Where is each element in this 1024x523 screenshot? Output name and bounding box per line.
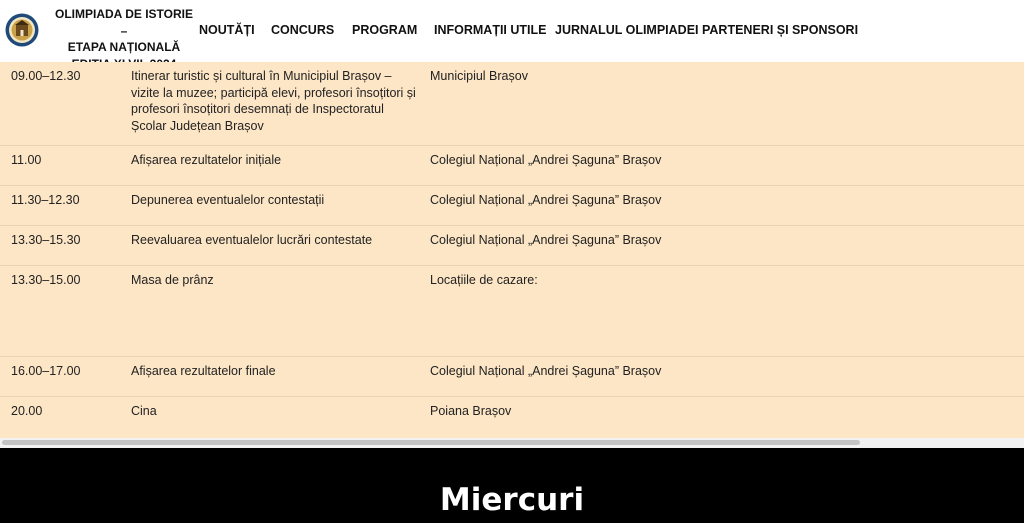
table-row — [0, 186, 1024, 226]
row-location: Poiana Brașov — [430, 404, 512, 418]
row-time: 11.30–12.30 — [11, 193, 80, 207]
row-time: 09.00–12.30 — [11, 69, 81, 83]
nav-item-program[interactable]: PROGRAM — [352, 23, 418, 37]
nav-item-noutati[interactable]: NOUTĂȚI — [199, 23, 255, 37]
row-location: Colegiul Național „Andrei Șaguna” Brașov — [430, 193, 662, 207]
row-location: Colegiul Național „Andrei Șaguna” Brașov — [430, 153, 662, 167]
row-location: Colegiul Național „Andrei Șaguna” Brașov — [430, 233, 662, 247]
nav-item-parteneri-sponsori[interactable]: PARTENERI ȘI SPONSORI — [702, 23, 859, 37]
row-time: 13.30–15.30 — [11, 233, 81, 247]
row-activity: Depunerea eventualelor contestații — [131, 193, 325, 207]
row-location: Locațiile de cazare: — [430, 273, 538, 287]
row-activity: Cina — [131, 404, 157, 418]
day-section-header — [0, 448, 1024, 523]
row-location: Municipiul Brașov — [430, 69, 528, 83]
row-time: 11.00 — [11, 153, 42, 167]
row-time: 13.30–15.00 — [11, 273, 81, 287]
table-row — [0, 266, 1024, 357]
nav-item-informatii-utile[interactable]: INFORMAȚII UTILE — [434, 23, 547, 37]
row-activity: Itinerar turistic și cultural în Municipiul Brașov – vizite la muzee; participă elevi, profesori însoțitori și profesori însoțitori desemnați de Inspectoratul Școlar Județean Brașov — [131, 69, 416, 133]
table-row — [0, 397, 1024, 437]
nav-item-jurnalul-olimpiadei[interactable]: JURNALUL OLIMPIADEI — [555, 23, 699, 37]
scrollbar-thumb[interactable] — [2, 440, 860, 445]
table-row — [0, 226, 1024, 266]
nav-item-concurs[interactable]: CONCURS — [271, 23, 335, 37]
row-activity: Afișarea rezultatelor inițiale — [131, 153, 282, 167]
row-activity: Masa de prânz — [131, 273, 214, 287]
table-row — [0, 62, 1024, 146]
site-title-line-2: ETAPA NAȚIONALĂ — [67, 40, 181, 54]
olympiad-crest-logo[interactable] — [5, 13, 39, 47]
table-row — [0, 357, 1024, 397]
row-time: 16.00–17.00 — [11, 364, 81, 378]
row-time: 20.00 — [11, 404, 43, 418]
section-title: Miercuri — [439, 482, 585, 518]
table-row — [0, 146, 1024, 186]
row-activity: Afișarea rezultatelor finale — [131, 364, 276, 378]
schedule-table — [0, 62, 1024, 438]
row-activity: Reevaluarea eventualelor lucrări contestate — [131, 233, 373, 247]
row-location: Colegiul Național „Andrei Șaguna” Brașov — [430, 364, 662, 378]
site-title-line-1: OLIMPIADA DE ISTORIE – — [54, 7, 193, 38]
horizontal-scrollbar[interactable] — [0, 438, 1024, 448]
top-navigation-bar — [0, 0, 1024, 62]
